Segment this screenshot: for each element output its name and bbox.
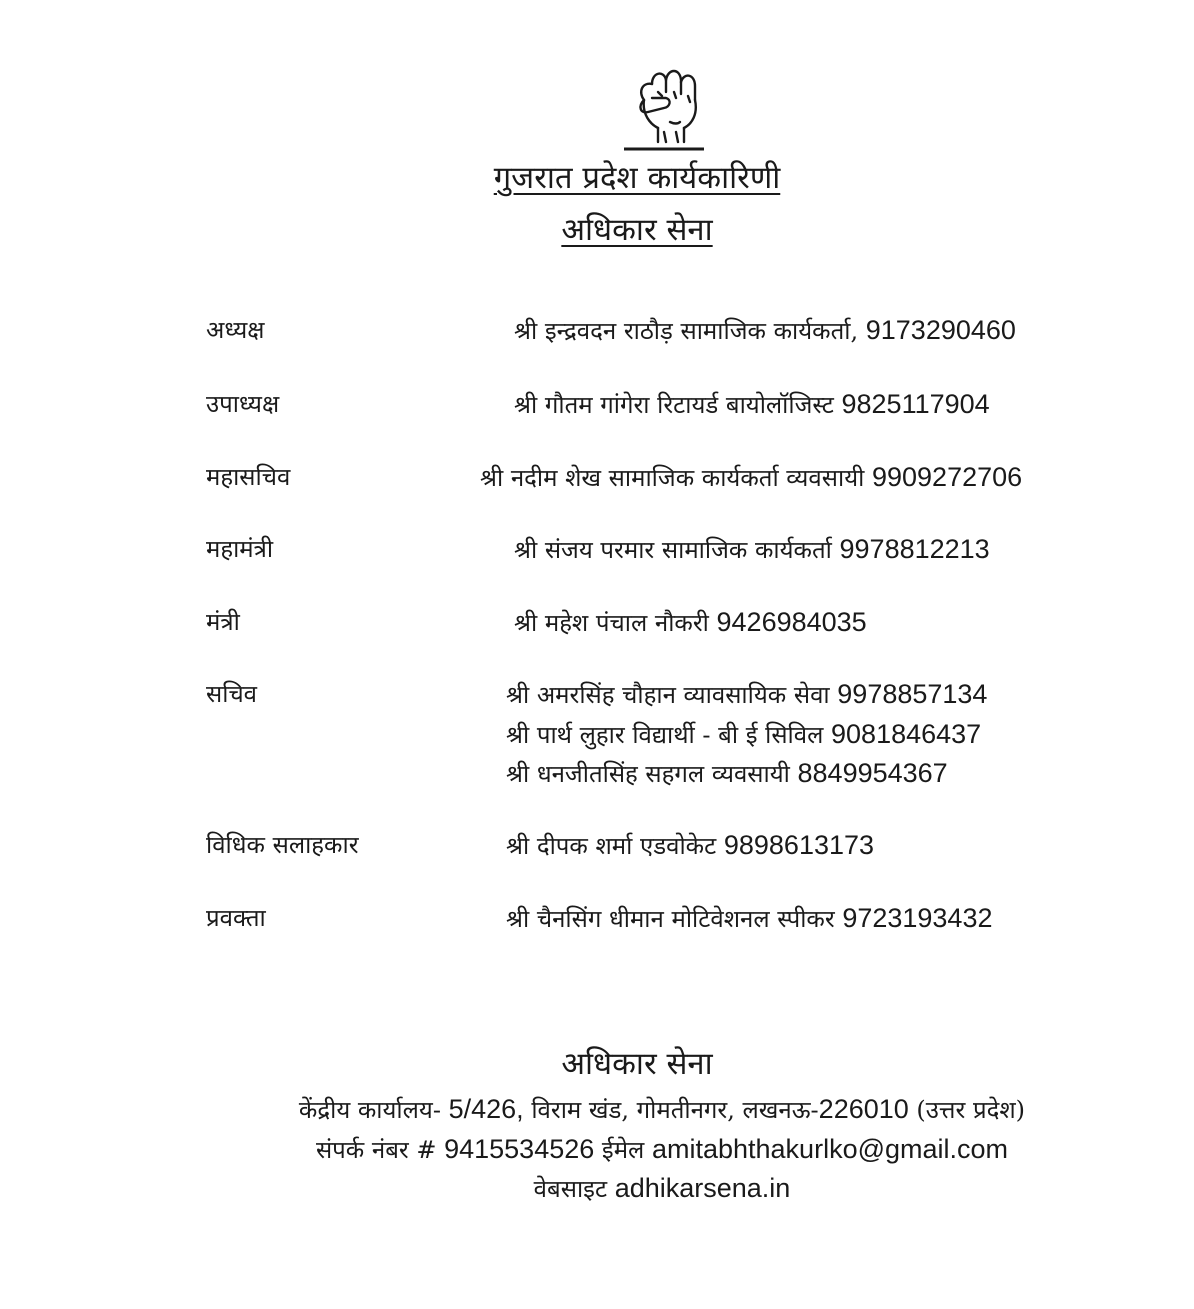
member-name: श्री महेश पंचाल नौकरी	[514, 609, 709, 637]
page-title: गुजरात प्रदेश कार्यकारिणी	[493, 160, 781, 196]
role-label: महामंत्री	[206, 535, 274, 563]
member-phone: 9081846437	[831, 719, 982, 749]
page-subtitle: अधिकार सेना	[561, 212, 713, 248]
role-label: अध्यक्ष	[206, 316, 265, 344]
member-entry	[514, 314, 1016, 347]
member-phone: 9898613173	[723, 830, 875, 860]
member-name: श्री धनजीतसिंह सहगल व्यवसायी	[506, 760, 790, 788]
member-entry	[514, 388, 990, 421]
member-phone: 9978812213	[839, 534, 990, 564]
footer-address	[0, 1093, 1194, 1126]
member-entry	[480, 461, 1022, 494]
role-label: प्रवक्ता	[206, 904, 266, 932]
member-phone: 9978857134	[837, 679, 988, 709]
address-pin: 226010	[818, 1094, 909, 1124]
member-phone: 9723193432	[842, 903, 993, 933]
member-phone: 9825117904	[841, 389, 990, 419]
footer-website	[0, 1172, 1194, 1205]
email-label: ईमेल	[601, 1136, 645, 1164]
contact-label: संपर्क नंबर #	[315, 1136, 437, 1164]
member-name: श्री चैनसिंग धीमान मोटिवेशनल स्पीकर	[506, 905, 835, 933]
address-locality: विराम खंड, गोमतीनगर, लखनऊ-	[531, 1096, 819, 1124]
member-phone: 9909272706	[871, 462, 1023, 492]
member-entry	[506, 829, 874, 862]
footer-contact	[0, 1133, 1194, 1166]
contact-number[interactable]: 9415534526	[444, 1134, 595, 1164]
member-entry	[514, 533, 990, 566]
address-prefix: केंद्रीय कार्यालय-	[298, 1096, 441, 1124]
member-name: श्री गौतम गांगेरा रिटायर्ड बायोलॉजिस्ट	[514, 391, 834, 419]
member-name: श्री अमरसिंह चौहान व्यावसायिक सेवा	[506, 681, 830, 709]
role-label: विधिक सलाहकार	[206, 831, 359, 859]
website-link[interactable]: adhikarsena.in	[614, 1173, 791, 1203]
member-name: श्री दीपक शर्मा एडवोकेट	[506, 832, 717, 860]
member-name: श्री नदीम शेख सामाजिक कार्यकर्ता व्यवसायी	[480, 464, 865, 492]
member-entry	[506, 757, 948, 790]
address-state: (उत्तर प्रदेश)	[916, 1096, 1026, 1124]
footer-org-name: अधिकार सेना	[561, 1046, 713, 1082]
member-name: श्री संजय परमार सामाजिक कार्यकर्ता	[514, 536, 832, 564]
member-phone: 8849954367	[797, 758, 948, 788]
member-entry	[506, 718, 981, 751]
member-entry	[506, 678, 987, 711]
member-phone: 9426984035	[716, 607, 867, 637]
role-label: मंत्री	[206, 608, 240, 636]
role-label: उपाध्यक्ष	[206, 390, 280, 418]
website-label: वेबसाइट	[533, 1175, 608, 1203]
member-phone: 9173290460	[865, 315, 1016, 345]
member-entry	[506, 902, 992, 935]
member-entry	[514, 606, 867, 639]
member-name: श्री इन्द्रवदन राठौड़ सामाजिक कार्यकर्ता,	[514, 317, 859, 345]
role-label: सचिव	[206, 680, 258, 708]
member-name: श्री पार्थ लुहार विद्यार्थी - बी ई सिविल	[506, 721, 824, 749]
role-label: महासचिव	[206, 463, 291, 491]
raised-fist-icon	[618, 62, 708, 154]
address-number: 5/426,	[448, 1094, 524, 1124]
email-link[interactable]: amitabhthakurlko@gmail.com	[651, 1134, 1009, 1164]
